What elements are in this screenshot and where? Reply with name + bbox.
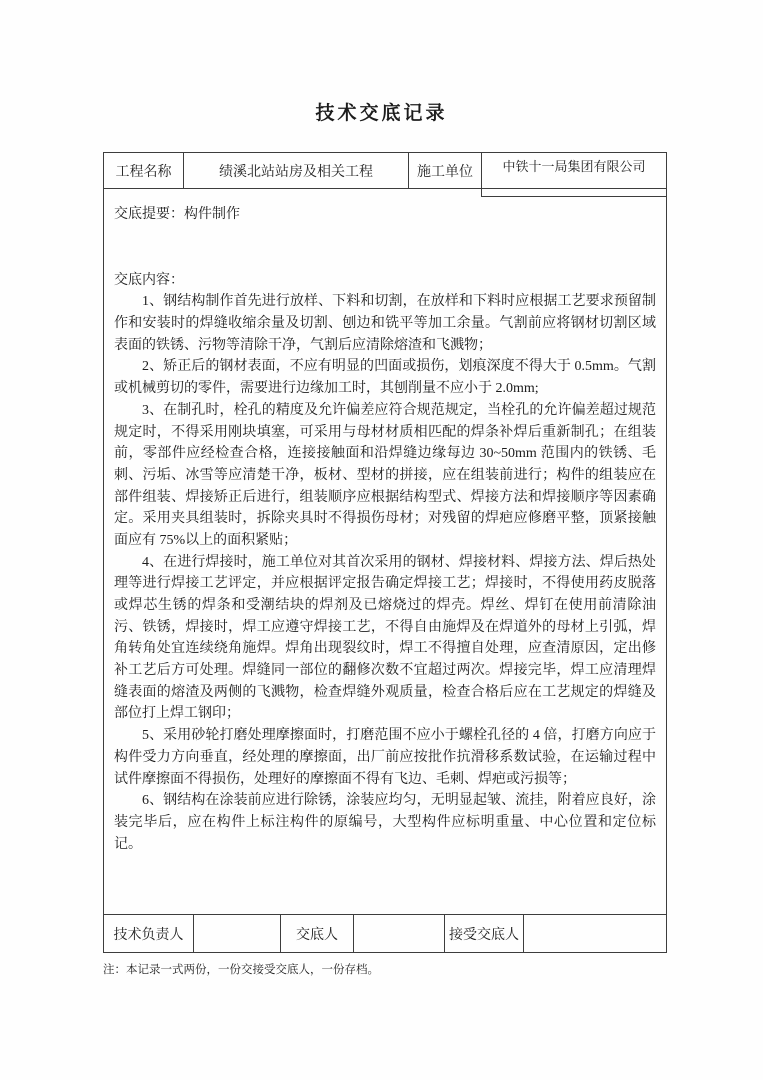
receiver-label: 接受交底人: [445, 915, 524, 952]
summary-label: 交底提要：: [114, 207, 184, 222]
paragraph-3: 3、在制孔时，栓孔的精度及允许偏差应符合规范规定，当栓孔的允许偏差超过规范规定时，不得采用刚块填塞，可采用与母材材质相匹配的焊条补焊后重新制孔；在组装前，零部件应经检查合格，连接接触面和沿焊缝边缘每边 30~50mm 范围内的铁锈、毛刺、污垢、冰雪等应清楚干净，板材、型材的拼接，应在组装前进行；构件的组装应在部件组装、焊接矫正后进行，组装顺序应根据结构型式、焊接方法和焊接顺序等因素确定。采用夹具组装时，拆除夹具时不得损伤母材；对残留的焊疤应修磨平整，顶紧接触面应有 75%以上的面积紧贴；: [114, 402, 656, 548]
content-paragraphs: [114, 291, 656, 855]
paragraph-5: 5、采用砂轮打磨处理摩擦面时，打磨范围不应小于螺栓孔径的 4 倍，打磨方向应于构件受力方向垂直，经处理的摩擦面，出厂前应按批作抗滑移系数试验，在运输过程中试件摩擦面不得损伤，处理好的摩擦面不得有飞边、毛刺、焊疤或污损等；: [114, 728, 656, 787]
tech-lead-label: 技术负责人: [104, 915, 194, 952]
disclosure-form-table: [103, 152, 667, 953]
signature-row: [104, 915, 666, 952]
content-label: 交底内容：: [114, 272, 184, 288]
construction-unit-value: 中铁十一局集团有限公司: [482, 153, 666, 188]
summary-line: [114, 204, 656, 226]
summary-value: 构件制作: [184, 207, 240, 222]
header-row: [104, 153, 666, 189]
paragraph-2: 2、矫正后的钢材表面，不应有明显的凹面或损伤，划痕深度不得大于 0.5mm。气割或机械剪切的零件，需要进行边缘加工时，其刨削量不应小于 2.0mm;: [114, 359, 656, 397]
project-name-label: 工程名称: [104, 153, 184, 188]
discloser-signature-cell: [354, 915, 445, 952]
project-name-value: 绩溪北站站房及相关工程: [184, 153, 409, 188]
page-title: 技术交底记录: [315, 103, 448, 124]
paragraph-1: 1、钢结构制作首先进行放样、下料和切割，在放样和下料时应根据工艺要求预留制作和安装时的焊缝收缩余量及切割、刨边和铣平等加工余量。气割前应将钢材切割区域表面的铁锈、污物等清除干净，气割后应清除熔渣和飞溅物；: [114, 294, 656, 353]
receiver-signature-cell: [524, 915, 666, 952]
paragraph-6: 6、钢结构在涂装前应进行除锈，涂装应均匀，无明显起皱、流挂，附着应良好，涂装完毕后，应在构件上标注构件的原编号，大型构件应标明重量、中心位置和定位标记。: [114, 793, 656, 852]
disclosure-content-cell: [104, 189, 666, 915]
footnote: 注：本记录一式两份，一份交接受交底人，一份存档。: [103, 964, 379, 976]
construction-unit-label: 施工单位: [409, 153, 482, 188]
discloser-label: 交底人: [281, 915, 354, 952]
tech-lead-signature-cell: [194, 915, 281, 952]
paragraph-4: 4、在进行焊接时，施工单位对其首次采用的钢材、焊接材料、焊接方法、焊后热处理等进行焊接工艺评定，并应根据评定报告确定焊接工艺；焊接时，不得使用药皮脱落或焊芯生锈的焊条和受潮结块的焊剂及已熔烧过的焊壳。焊丝、焊钉在使用前清除油污、铁锈，焊接时，焊工应遵守焊接工艺，不得自由施焊及在焊道外的母材上引弧，焊角转角处宜连续绕角施焊。焊角出现裂纹时，焊工不得擅自处理，应查清原因，定出修补工艺后方可处理。焊缝同一部位的翻修次数不宜超过两次。焊接完毕，焊工应清理焊缝表面的熔渣及两侧的飞溅物，检查焊缝外观质量，检查合格后应在工艺规定的焊缝及部位打上焊工钢印；: [114, 554, 656, 722]
